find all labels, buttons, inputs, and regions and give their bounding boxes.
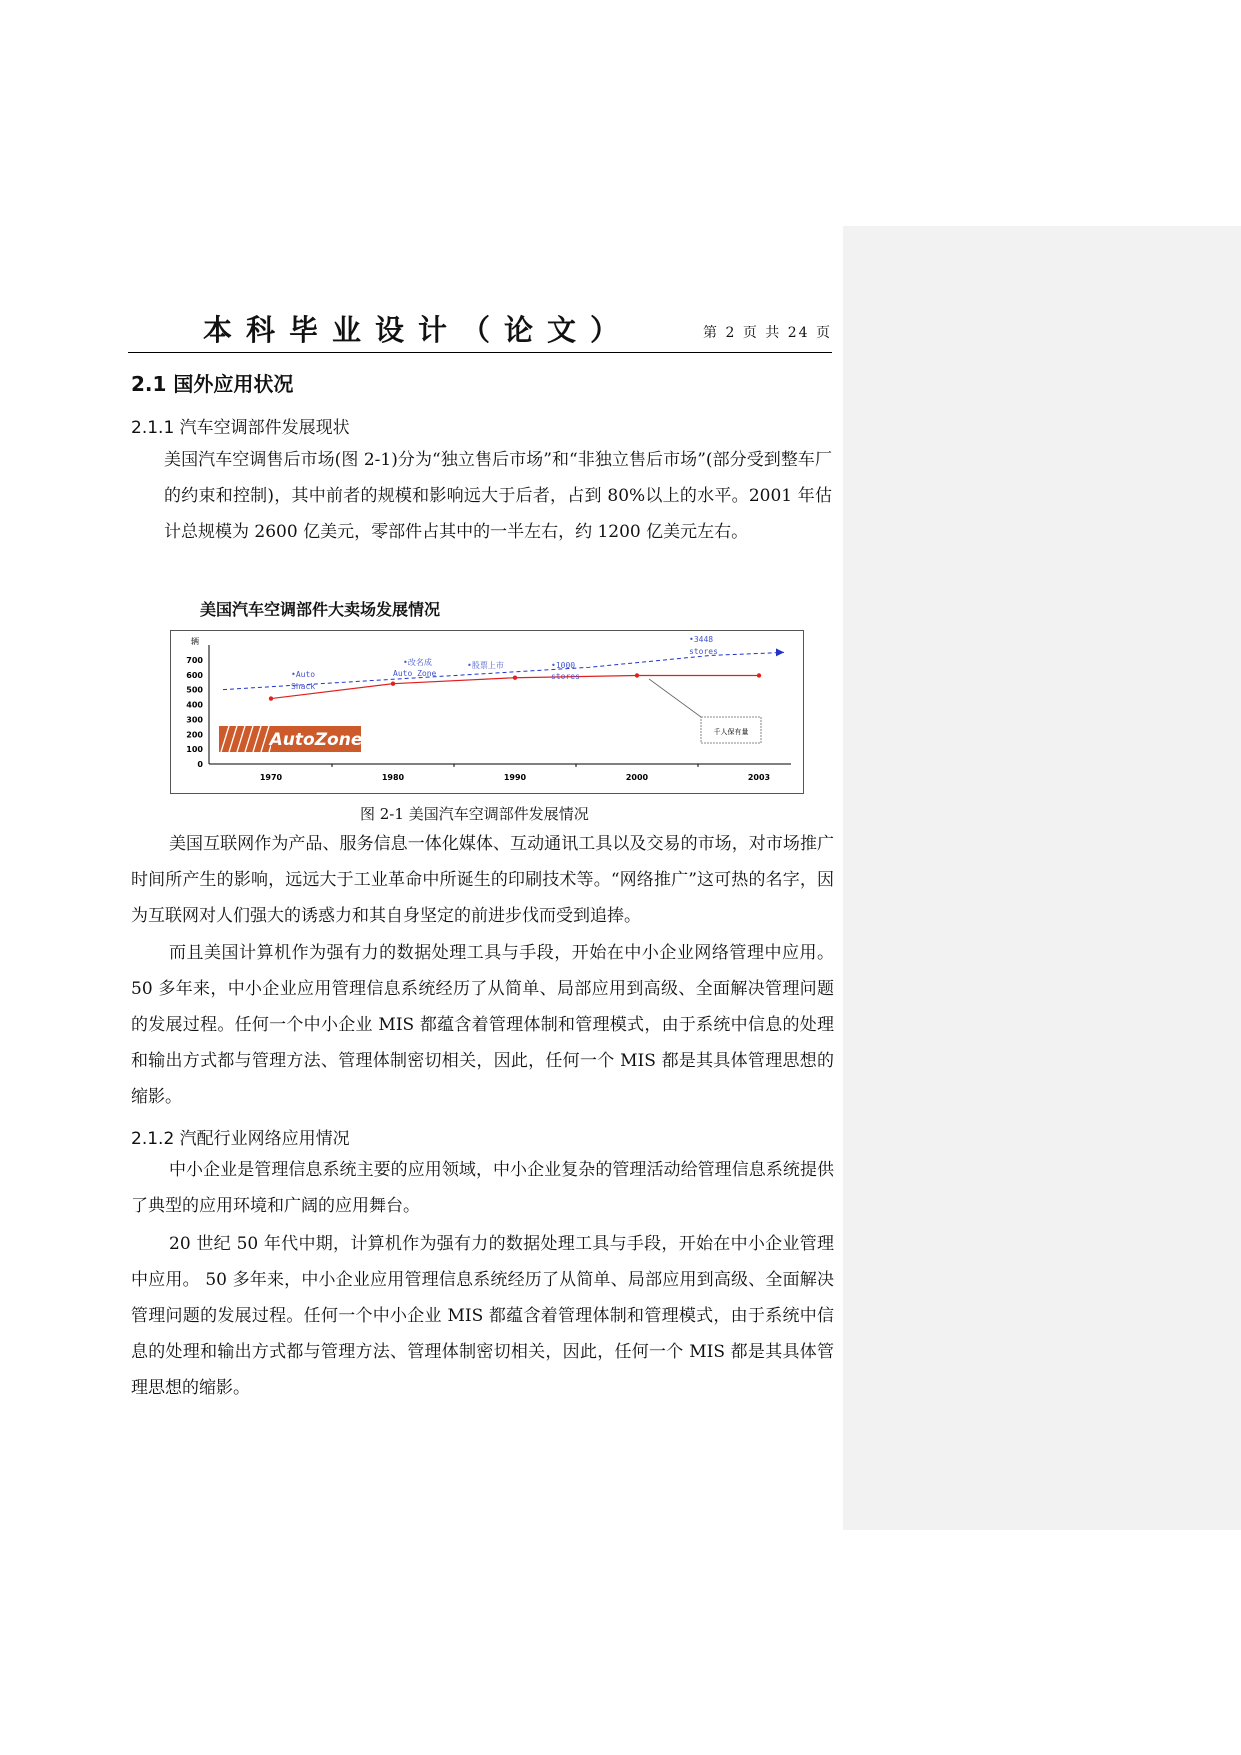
paragraph-text: 美国互联网作为产品、服务信息一体化媒体、互动通讯工具以及交易的市场，对市场推广时间所产生的影响，远远大于工业革命中所诞生的印刷技术等。“网络推广”这可热的名字，因为互联网对人们强大的诱惑力和其自身坚定的前进步伐而受到追捧。 [131, 834, 834, 926]
data-point [391, 681, 395, 685]
data-point [269, 696, 273, 700]
chart [170, 630, 804, 794]
y-tick-label: 300 [186, 715, 203, 725]
page-number: 第 2 页 共 24 页 [703, 325, 832, 341]
data-point [513, 676, 517, 680]
chart-annotation: Shack [291, 682, 316, 691]
y-tick-label: 700 [186, 655, 203, 665]
paragraph-market [164, 442, 832, 550]
subsection-heading-2: 2.1.2 汽配行业网络应用情况 [131, 1129, 350, 1149]
header-title: 本科毕业设计（论文） [202, 313, 633, 347]
x-tick-label: 1970 [259, 773, 283, 782]
x-tick-label: 2003 [747, 773, 771, 782]
y-tick-label: 0 [197, 760, 203, 769]
y-tick-label: 200 [186, 730, 203, 740]
y-tick-label: 100 [186, 745, 203, 755]
autozone-logo-stripes [219, 726, 271, 752]
paragraph-sme [131, 1152, 834, 1224]
x-tick-label: 1980 [381, 773, 405, 782]
chart-annotation: •改名成 [403, 658, 432, 667]
y-tick-label: 500 [186, 685, 203, 695]
paragraph-computer [131, 935, 834, 1115]
paragraph-text: 美国汽车空调售后市场(图 2-1)分为“独立售后市场”和“非独立售后市场”(部分受到整车厂的约束和控制)，其中前者的规模和影响远大于后者，占到 80%以上的水平。2001 年估计总规模为 2600 亿美元，零部件占其中的一半左右，约 1200 亿美元左右。 [164, 450, 832, 542]
paragraph-internet [131, 826, 834, 934]
page-header [128, 310, 832, 353]
chart-annotation: Auto Zone [393, 669, 437, 678]
chart-annotation: stores [551, 672, 580, 681]
figure-title: 美国汽车空调部件大卖场发展情况 [200, 600, 441, 619]
paragraph-text: 中小企业是管理信息系统主要的应用领域，中小企业复杂的管理活动给管理信息系统提供了典型的应用环境和广阔的应用舞台。 [131, 1160, 834, 1216]
chart-annotation: stores [689, 647, 718, 656]
callout-leader [649, 679, 701, 717]
chart-annotation: •3448 [689, 635, 714, 644]
y-tick-label: 400 [186, 700, 203, 710]
y-unit-label: 辆 [191, 637, 199, 646]
comment-margin-pane [843, 226, 1241, 1530]
data-point [757, 673, 761, 677]
paragraph-text: 20 世纪 50 年代中期，计算机作为强有力的数据处理工具与手段，开始在中小企业管理中应用。 50 多年来，中小企业应用管理信息系统经历了从简单、局部应用到高级、全面解决管理问题的发展过程。任何一个中小企业 MIS 都蕴含着管理体制和管理模式，由于系统中信息的处理和输出方式都与管理方法、管理体制密切相关，因此，任何一个 MIS 都是其具体管理思想的缩影。 [131, 1234, 834, 1398]
trend-arrowhead [776, 648, 784, 656]
chart-annotation: •股票上市 [467, 661, 504, 670]
paragraph-history [131, 1226, 834, 1406]
data-point [635, 673, 639, 677]
x-tick-label: 2000 [625, 773, 649, 782]
y-tick-label: 600 [186, 670, 203, 680]
section-heading: 2.1 国外应用状况 [131, 372, 294, 396]
x-tick-label: 1990 [503, 773, 527, 782]
figure-caption: 图 2-1 美国汽车空调部件发展情况 [360, 805, 589, 823]
chart-svg [171, 631, 803, 793]
subsection-heading-1: 2.1.1 汽车空调部件发展现状 [131, 418, 350, 438]
chart-annotation: •1000 [551, 661, 576, 670]
callout-label: 千人保有量 [713, 728, 749, 736]
paragraph-text: 而且美国计算机作为强有力的数据处理工具与手段，开始在中小企业网络管理中应用。 50 多年来，中小企业应用管理信息系统经历了从简单、局部应用到高级、全面解决管理问题的发展过程。任何一个中小企业 MIS 都蕴含着管理体制和管理模式，由于系统中信息的处理和输出方式都与管理方法、管理体制密切相关，因此，任何一个 MIS 都是其具体管理思想的缩影。 [131, 943, 834, 1107]
chart-annotation: •Auto [291, 670, 316, 679]
autozone-logo-text: AutoZone [269, 730, 363, 750]
